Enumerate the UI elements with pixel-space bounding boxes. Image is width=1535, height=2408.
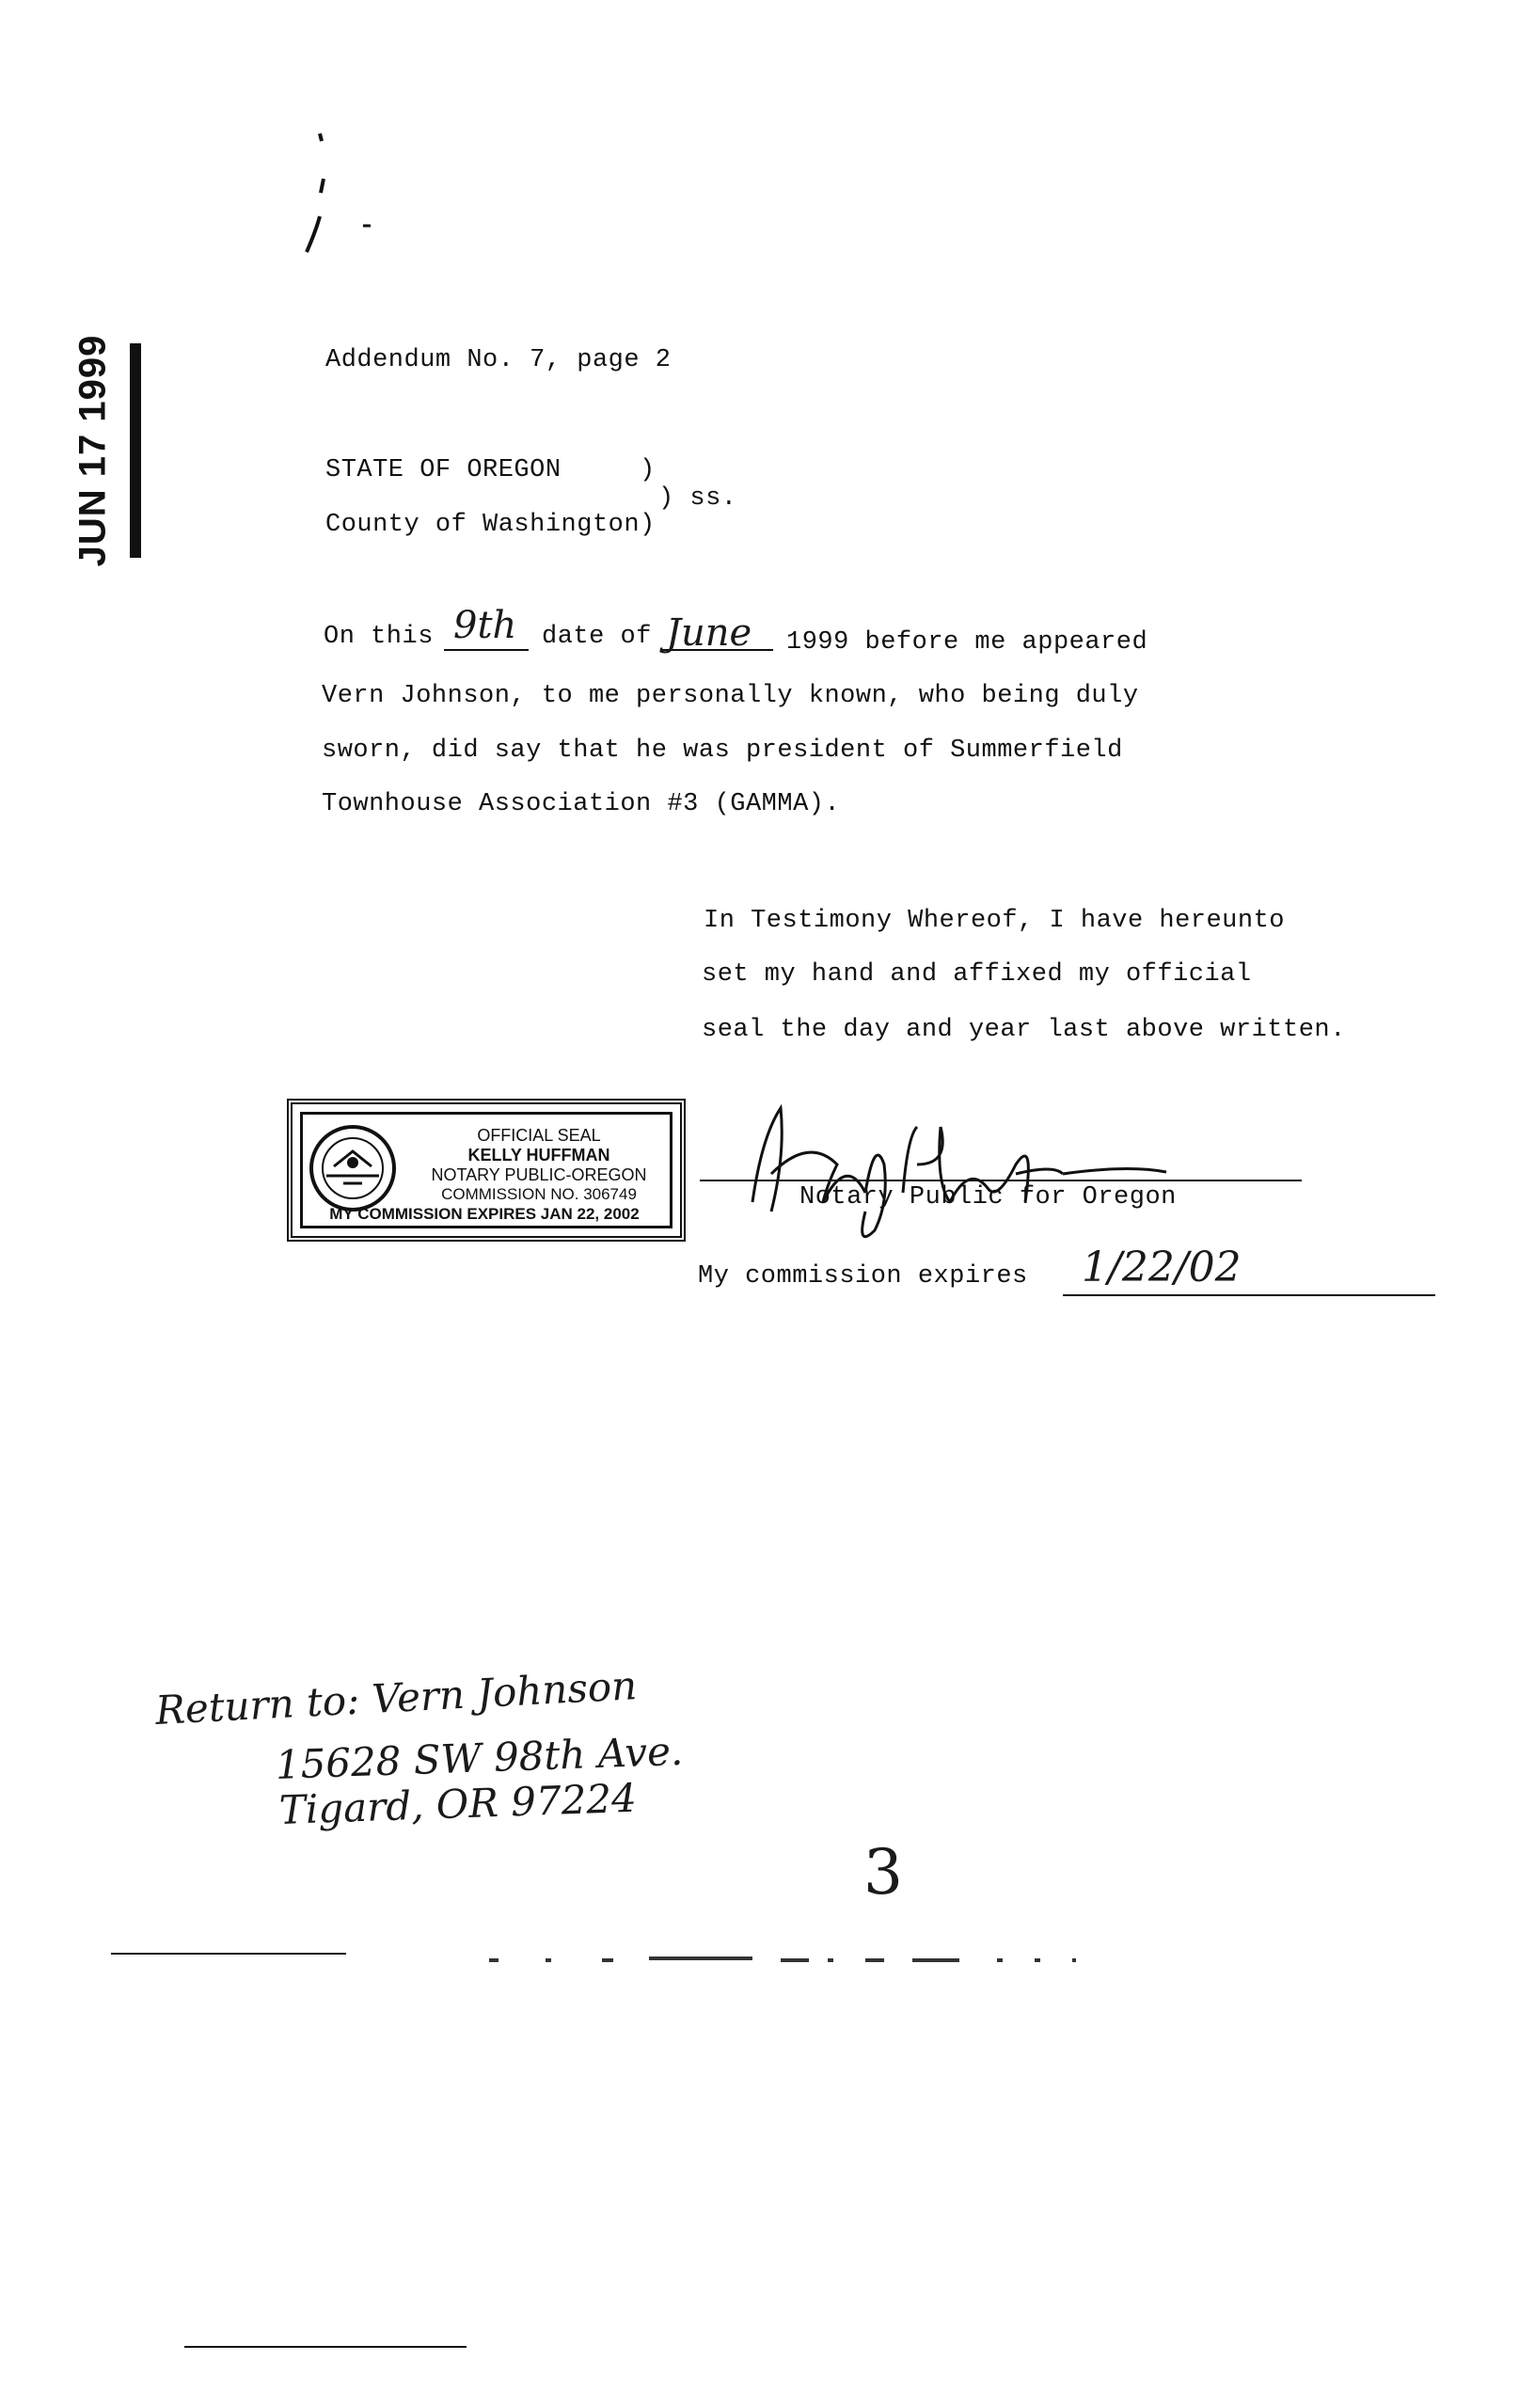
scan-artifact-line-1 (111, 1953, 346, 1955)
commission-blank-line (1063, 1294, 1435, 1296)
seal-expiration: MY COMMISSION EXPIRES JAN 22, 2002 (329, 1205, 640, 1223)
date-of-label: date of (542, 623, 652, 651)
addendum-heading: Addendum No. 7, page 2 (325, 346, 672, 374)
stamp-date: JUN 17 1999 (71, 334, 114, 567)
body-line-2: Vern Johnson, to me personally known, who being duly (322, 682, 1139, 710)
seal-title: OFFICIAL SEAL (477, 1126, 601, 1145)
return-address-line-1: Return to: Vern Johnson (154, 1662, 639, 1734)
notary-seal (287, 1099, 686, 1242)
testimony-line-3: seal the day and year last above written. (702, 1016, 1346, 1044)
on-this-label: On this (324, 623, 434, 651)
commission-expiration-handwritten: 1/22/02 (1082, 1244, 1242, 1291)
return-address-line-2: 15628 SW 98th Ave. (275, 1727, 684, 1788)
ss-line: ) ss. (658, 484, 737, 513)
body-line-1-rest: 1999 before me appeared (786, 628, 1148, 657)
testimony-line-1: In Testimony Whereof, I have hereunto (704, 907, 1285, 935)
scan-artifact-dashes (470, 1953, 1223, 1972)
body-line-4: Townhouse Association #3 (GAMMA). (322, 790, 841, 818)
stray-marks (282, 122, 395, 263)
seal-commission-number: COMMISSION NO. 306749 (441, 1185, 637, 1203)
testimony-line-2: set my hand and affixed my official (702, 960, 1252, 989)
return-address-line-3: Tigard, OR 97224 (278, 1774, 638, 1833)
month-handwritten: June (666, 611, 752, 655)
county-line: County of Washington) (325, 511, 656, 539)
state-line: STATE OF OREGON ) (325, 456, 656, 484)
seal-notary-name: KELLY HUFFMAN (467, 1146, 610, 1164)
received-date-stamp (56, 334, 141, 567)
signature-line (700, 1180, 1302, 1181)
day-blank-line (444, 649, 529, 651)
scan-artifact-line-2 (184, 2346, 467, 2348)
signature-caption: Notary Public for Oregon (799, 1183, 1177, 1212)
seal-notary-title: NOTARY PUBLIC-OREGON (431, 1165, 647, 1184)
commission-label: My commission expires (698, 1262, 1028, 1291)
body-line-3: sworn, did say that he was president of Summerfield (322, 737, 1123, 765)
page-number: 3 (863, 1836, 903, 1909)
notary-signature (734, 1099, 1185, 1249)
state-seal-emblem (306, 1121, 400, 1215)
day-handwritten: 9th (453, 604, 517, 647)
